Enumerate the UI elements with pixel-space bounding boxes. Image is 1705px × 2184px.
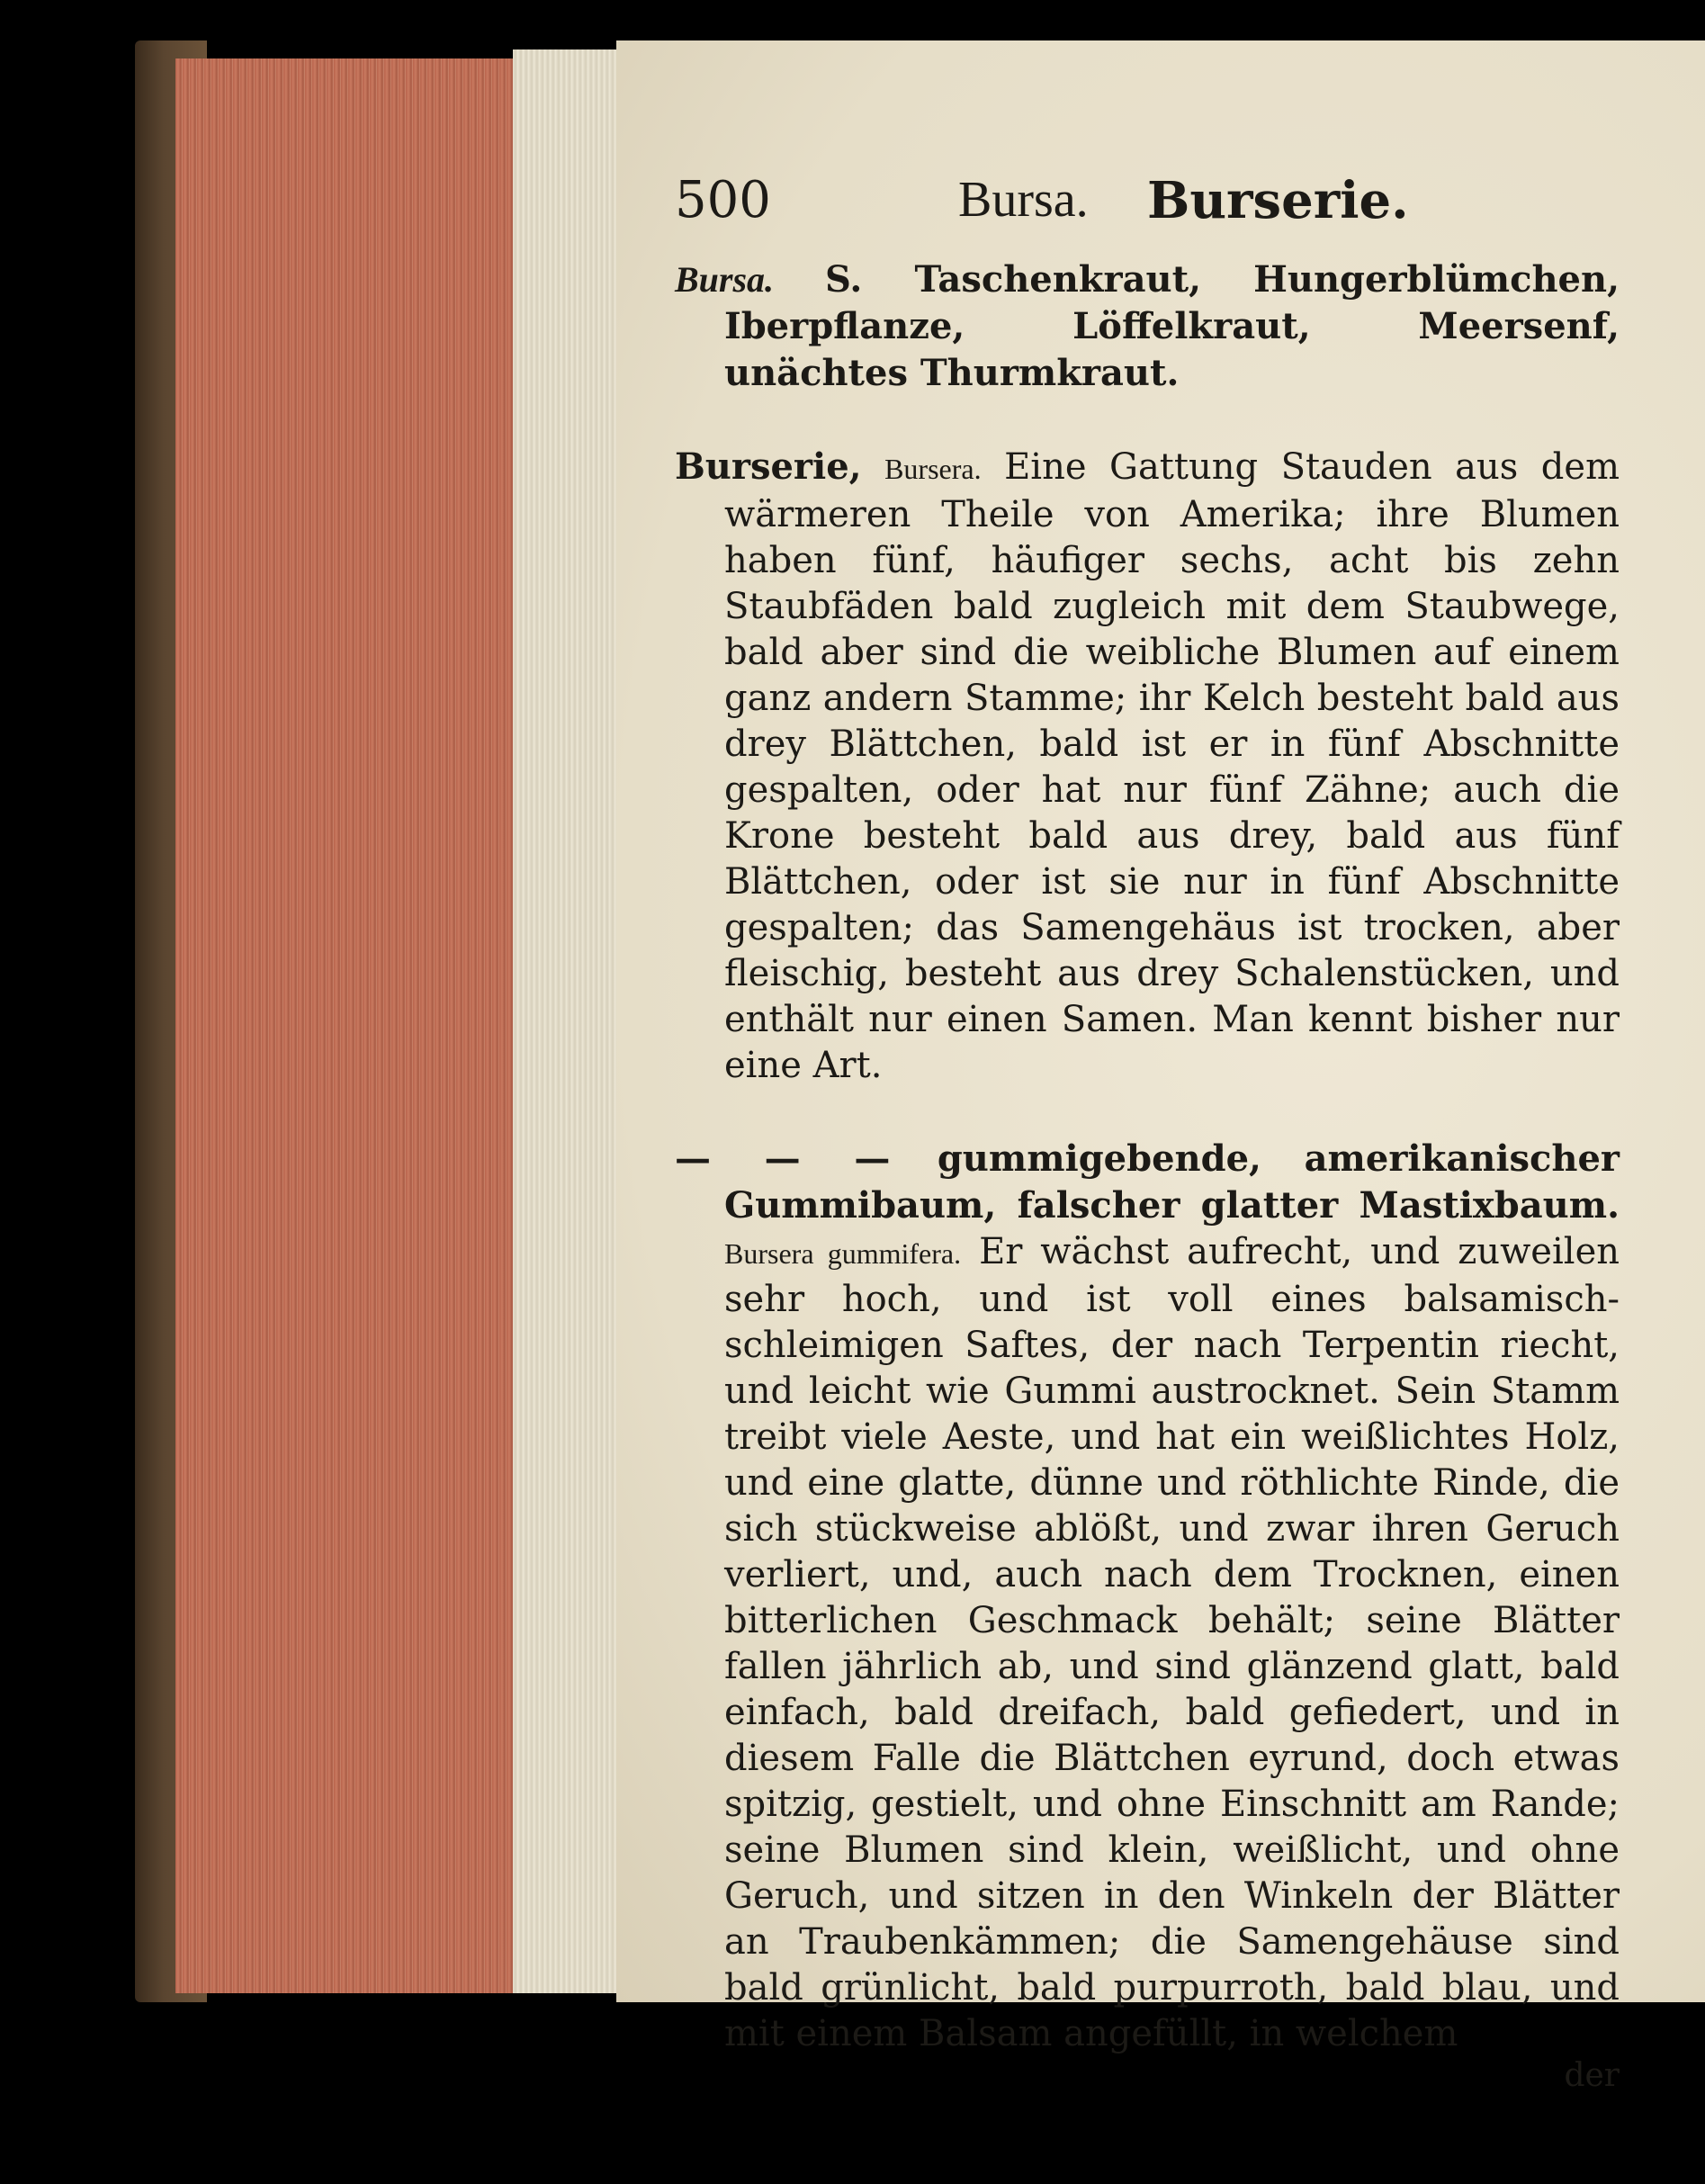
running-title-latin: Bursa.	[958, 172, 1089, 228]
entry-term: Burserie,	[675, 445, 862, 488]
entry-text: Eine Gattung Stauden aus dem wärmeren Theile von Amerika; ihre Blumen haben fünf, häufiger sechs, acht bis zehn Staubfäden bald zugleich mit dem Staubwege, bald aber sind die weibliche Blumen auf einem ganz andern Stamme; ihr Kelch besteht bald aus drey Blättchen, bald ist er in fünf Abschnitte gespalten, oder hat nur fünf Zähne; auch die Krone besteht bald aus drey, bald aus fünf Blättchen, oder ist sie nur in fünf Abschnitte gespalten; das Samengehäus ist trocken, aber fleischig, besteht aus drey Schalenstücken, und enthält nur einen Samen. Man kennt bisher nur eine Art.	[724, 446, 1620, 1086]
page-edges-red	[175, 58, 553, 1993]
entry-dashes: — — —	[675, 1137, 896, 1180]
entry-term: gummigebende, amerikanischer Gummibaum, falscher glatter Mastixbaum.	[724, 1137, 1620, 1227]
entry-latin-name: Bursera gummifera.	[724, 1237, 962, 1270]
entry-burserie	[675, 444, 1620, 1089]
catchword: der	[1564, 2057, 1620, 2094]
running-title-german: Burserie.	[1147, 171, 1409, 230]
entry-text: Er wächst aufrecht, und zuweilen sehr hoch, und ist voll eines balsamisch-schleimigen Saftes, der nach Terpentin riecht, und leicht wie Gummi austrocknet. Sein Stamm treibt viele Aeste, und hat ein weißlichtes Holz, und eine glatte, dünne und röthlichte Rinde, die sich stückweise ablößt, und zwar ihren Geruch verliert, und, auch nach dem Trocknen, einen bitterlichen Geschmack behält; seine Blätter fallen jährlich ab, und sind glänzend glatt, bald einfach, bald dreifach, bald gefiedert, und in diesem Falle die Blättchen eyrund, doch etwas spitzig, gestielt, und ohne Einschnitt am Rande; seine Blumen sind klein, weißlicht, und ohne Geruch, und sitzen in den Winkeln der Blätter an Traubenkämmen; die Samengehäuse sind bald grünlicht, bald purpurroth, bald blau, und mit einem Balsam angefüllt, in welchem	[724, 1231, 1620, 2054]
entry-gummigebende	[675, 1136, 1620, 2057]
running-header	[675, 157, 1620, 256]
entry-term: Bursa.	[675, 259, 775, 300]
entry-latin-name: Bursera.	[884, 453, 982, 485]
page-number: 500	[675, 171, 771, 229]
entry-text: S. Taschenkraut, Hungerblümchen, Iberpflanze, Löffelkraut, Meersenf, unächtes Thurmkraut.	[724, 258, 1620, 394]
entry-bursa	[675, 256, 1620, 397]
page-text	[675, 157, 1620, 2094]
